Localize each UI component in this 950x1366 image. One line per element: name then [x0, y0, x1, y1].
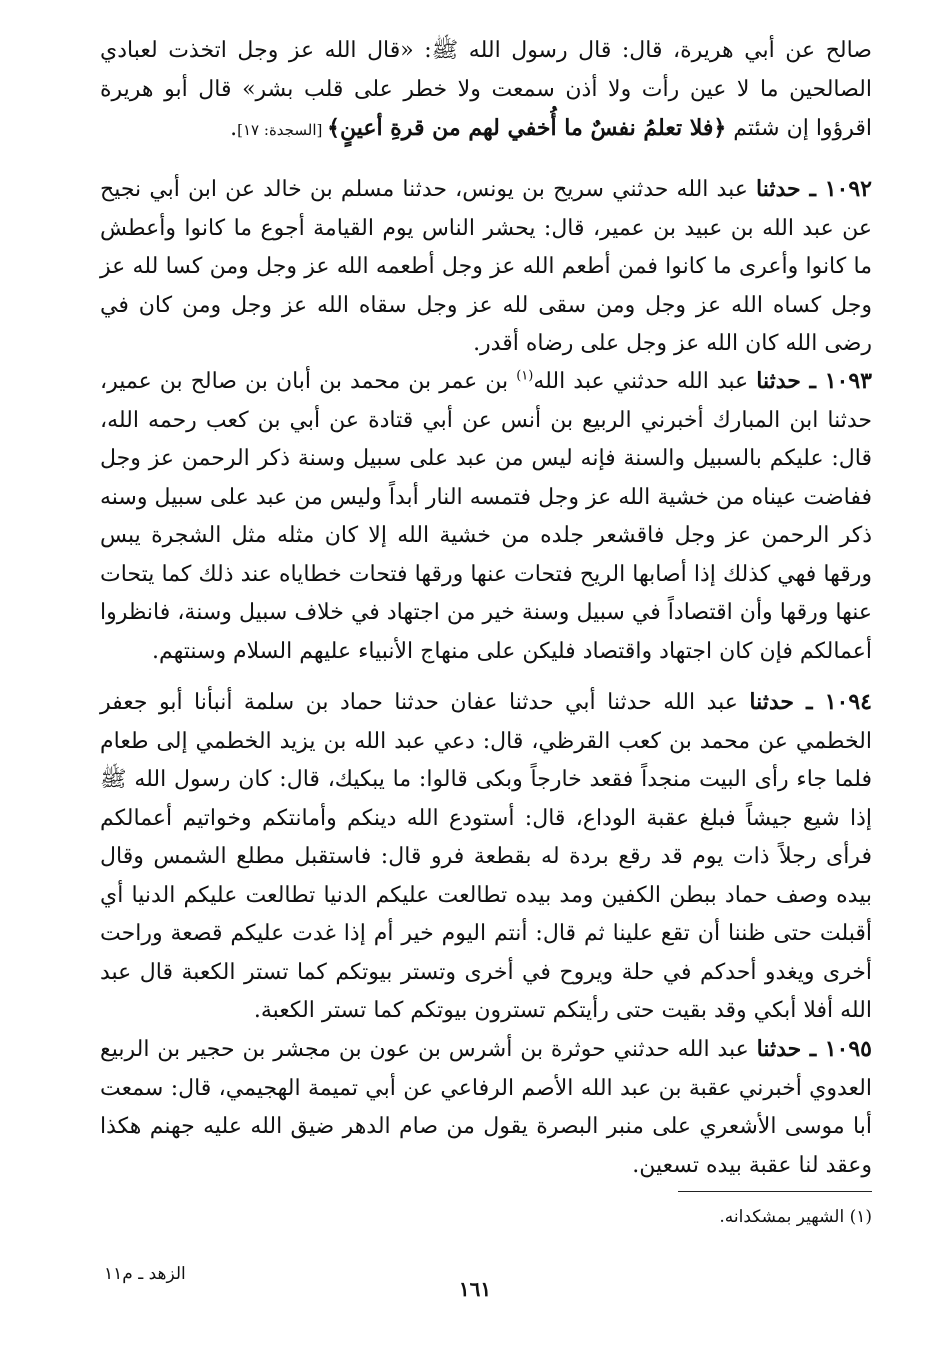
footnote-text: الشهير بمشكدانه. — [719, 1207, 850, 1227]
signature-mark: الزهد ـ م١١ — [104, 1264, 186, 1284]
hadith-number-label: ١٠٩٣ ـ حدثنا — [756, 368, 872, 394]
page-number: ١٦١ — [458, 1277, 492, 1301]
intro-end-mark: . — [230, 116, 238, 141]
hadith-number-label: ١٠٩٥ ـ حدثنا — [756, 1036, 872, 1062]
hadith-paragraph-1095 — [100, 1030, 872, 1185]
intro-text: صالح عن أبي هريرة، قال: قال رسول الله ﷺ: «قال الله عز وجل اتخذت لعبادي الصالحين ما لا عين رأت ولا أذن سمعت ولا خطر على قلب بشر» قال أبو هريرة اقرؤوا إن شئتم — [100, 38, 872, 141]
hadith-number-label: ١٠٩٢ ـ حدثنا — [756, 176, 872, 202]
footnote-number: (١) — [849, 1207, 872, 1227]
quran-verse: ﴿فلا تعلمُ نفسٌ ما أُخفي لهم من قرةِ أعينٍ﴾ — [327, 115, 727, 141]
hadith-paragraph-1092 — [100, 170, 872, 364]
footnote-marker: (١) — [516, 368, 534, 384]
hadith-paragraph-1094 — [100, 683, 872, 1031]
hadith-number-label: ١٠٩٤ ـ حدثنا — [749, 689, 872, 715]
hadith-paragraph-1093 — [100, 362, 872, 671]
footnote — [719, 1205, 872, 1229]
hadith-text: عبد الله حدثني حوثرة بن أشرس بن عون بن مجشر بن حجير بن الربيع العدوي أخبرني عقبة بن عبد الله الأصم الرفاعي عن أبي تميمة الهجيمي، قال: سمعت أبا موسى الأشعري على منبر البصرة يقول من صام الدهر ضيق الله عليه جهنم هكذا وعقد لنا عقبة بيده تسعين. — [100, 1037, 872, 1178]
intro-paragraph — [100, 32, 872, 150]
quran-reference: [السجدة: ١٧] — [237, 121, 328, 139]
hadith-text: عبد الله حدثنا أبي حدثنا عفان حدثنا حماد بن سلمة أنبأنا أبو جعفر الخطمي عن محمد بن كعب القرظي، قال: دعي عبد الله بن يزيد الخطمي إلى طعام فلما جاء رأى البيت منجداً فقعد خارجاً وبكى قالوا: ما يبكيك، قال: كان رسول الله ﷺ إذا شيع جيشاً فبلغ عقبة الوداع، قال: أستودع الله دينكم وأمانتكم وخواتيم أعمالكم فرأى رجلاً ذات يوم قد رقع بردة له بقطعة فرو قال: فاستقبل مطلع الشمس وقال بيده وصف حماد ببطن الكفين ومد بيده تطالعت عليكم الدنيا تطالعت عليكم الدنيا أي أقبلت حتى ظننا أن تقع علينا ثم قال: أنتم اليوم خير أم إذا غدت عليكم قصعة وراحت أخرى ويغدو أحدكم في حلة ويروح في أخرى وتستر بيوتكم كما تستر الكعبة قال عبد الله أفلا أبكي وقد بقيت حتى رأيتكم تسترون بيوتكم كما تستر الكعبة. — [100, 690, 872, 1023]
footnote-divider — [678, 1191, 872, 1192]
hadith-text: عبد الله حدثني سريح بن يونس، حدثنا مسلم بن خالد عن ابن أبي نجيح عن عبد الله بن عبيد بن عمير، قال: يحشر الناس يوم القيامة أجوع ما كانوا وأعطش ما كانوا وأعرى ما كانوا فمن أطعم الله عز وجل أطعمه الله عز وجل ومن كسا لله عز وجل كساه الله عز وجل ومن سقى لله عز وجل سقاه الله عز وجل ومن كان في رضى الله كان الله عز وجل على رضاه أقدر. — [100, 177, 872, 356]
hadith-text: عبد الله حدثني عبد الله — [533, 369, 757, 394]
hadith-text-continued: بن عمر بن محمد بن أبان بن صالح بن عمير، حدثنا ابن المبارك أخبرني الربيع بن أنس عن أبي قتادة عن أبي بن كعب رحمه الله، قال: عليكم بالسبيل والسنة فإنه ليس من عبد على سبيل وسنة ذكر الرحمن عز وجل ففاضت عيناه من خشية الله عز وجل فتمسه النار أبداً وليس من عبد على سبيل وسنه ذكر الرحمن عز وجل فاقشعر جلده من خشية الله إلا كان مثله مثل الشجرة يبس ورقها فهي كذلك إذا أصابها الريح فتحات عنها ورقها فتحات خطاياه عند ذلك كما يتحات عنها ورقها وأن اقتصاداً في سبيل وسنة خير من اجتهاد في خلاف سبيل وسنة، فانظروا أعمالكم فإن كان اجتهاد واقتصاد فليكن على منهاج الأنبياء عليهم السلام وسنتهم. — [100, 369, 872, 664]
